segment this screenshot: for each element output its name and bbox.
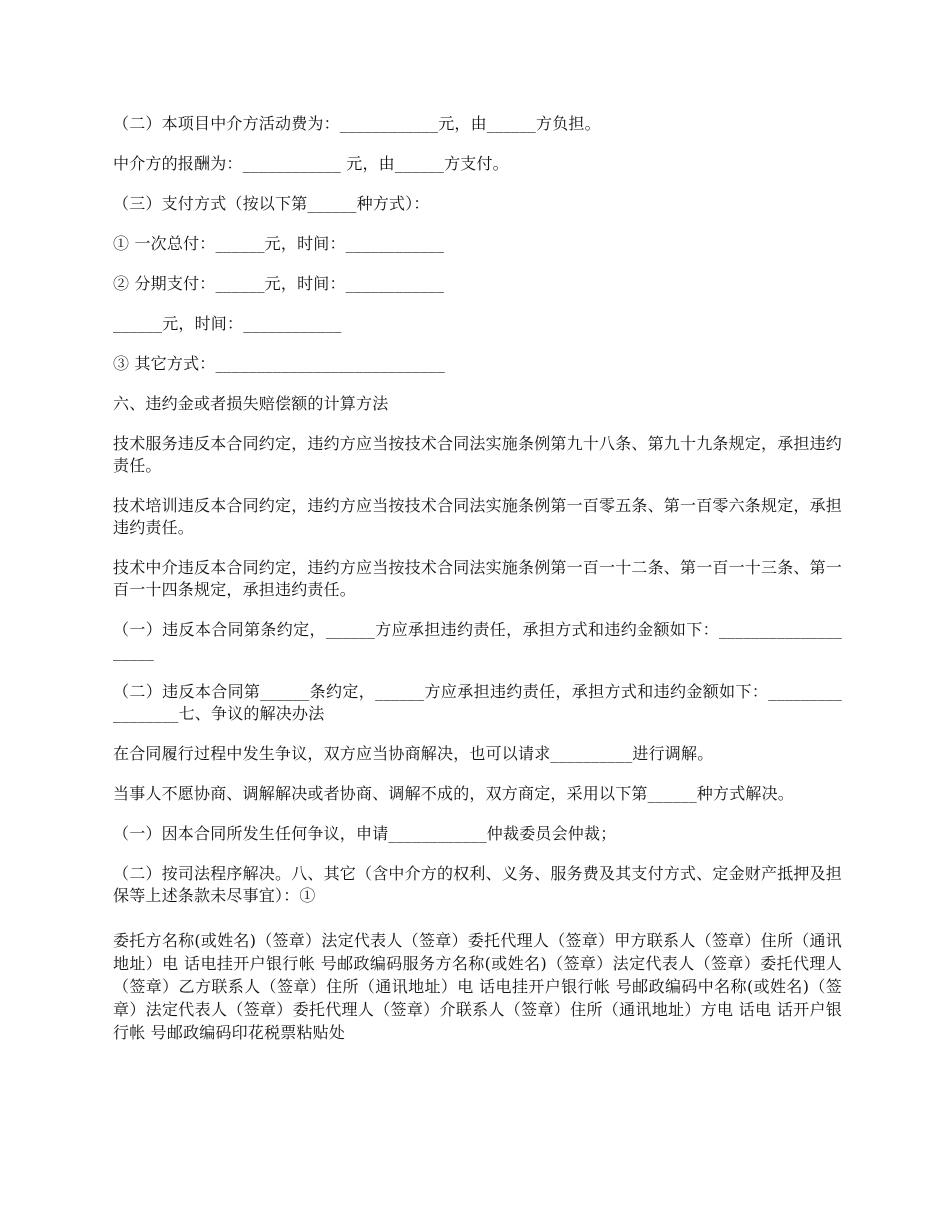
clause-arbitration: （一）因本合同所发生任何争议，申请____________仲裁委员会仲裁； — [113, 824, 617, 843]
clause-training-breach: 技术培训违反本合同约定，违约方应当按技术合同法实施条例第一百零五条、第一百零六条规定，承担违约责任。 — [113, 496, 843, 537]
signature-block: 委托方名称(或姓名)（签章）法定代表人（签章）委托代理人（签章）甲方联系人（签章）住所（通讯地址）电 话电挂开户银行帐 号邮政编码服务方名称(或姓名)（签章）法定代表人（签章）委托代理人（签章）乙方联系人（签章）住所（通讯地址）电 话电挂开户银行帐 号邮政编码中名称(或姓名)（签章）法定代表人（签章）委托代理人（签章）介联系人（签章）住所（通讯地址）方电 话电 话开户银行帐 号邮政编码印花税票粘贴处 — [113, 931, 842, 1042]
section-heading-penalty: 六、违约金或者损失赔偿额的计算方法 — [113, 394, 389, 413]
clause-dispute-mediation: 在合同履行过程中发生争议，双方应当协商解决，也可以请求__________进行调解。 — [113, 744, 714, 763]
payment-option-other: ③ 其它方式：____________________________ — [113, 354, 446, 373]
clause-service-breach: 技术服务违反本合同约定，违约方应当按技术合同法实施条例第九十八条、第九十九条规定，承担违约责任。 — [113, 434, 843, 475]
clause-dispute-choice: 当事人不愿协商、调解解决或者协商、调解不成的，双方商定，采用以下第______种方式解决。 — [113, 784, 795, 803]
clause-breach-2: （二）违反本合同第______条约定，______方应承担违约责任，承担方式和违约金额如下：_________________七、争议的解决办法 — [113, 682, 842, 723]
clause-payment-method: （三）支付方式（按以下第______种方式）： — [113, 194, 430, 213]
clause-judicial-other: （二）按司法程序解决。八、其它（含中介方的权利、义务、服务费及其支付方式、定金财产抵押及担保等上述条款未尽事宜）：① — [113, 864, 843, 905]
clause-breach-1: （一）违反本合同第条约定，______方应承担违约责任，承担方式和违约金额如下：____________________ — [113, 620, 842, 661]
payment-option-lump-sum: ① 一次总付：______元，时间：____________ — [113, 234, 445, 253]
clause-intermediary-fee: （二）本项目中介方活动费为：____________元，由______方负担。 — [113, 114, 601, 133]
payment-option-installment-2: ______元，时间：____________ — [113, 314, 342, 333]
clause-intermediary-breach: 技术中介违反本合同约定，违约方应当按技术合同法实施条例第一百一十二条、第一百一十三条、第一百一十四条规定，承担违约责任。 — [113, 558, 843, 599]
payment-option-installment: ② 分期支付：______元，时间：____________ — [113, 274, 445, 293]
clause-intermediary-remuneration: 中介方的报酬为：____________ 元，由______方支付。 — [113, 154, 509, 173]
